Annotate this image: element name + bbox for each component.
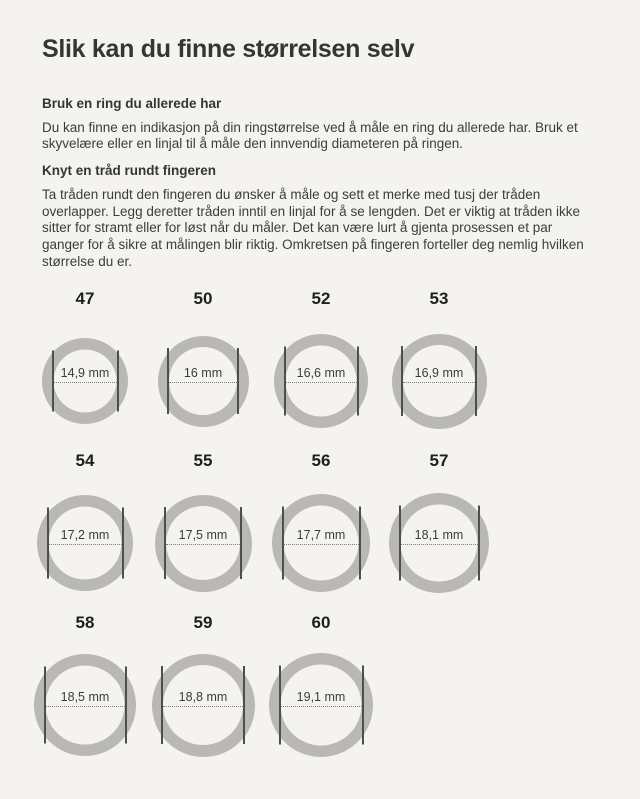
measure-line-left: [52, 351, 54, 412]
section-heading: Bruk en ring du allerede har: [42, 95, 222, 111]
measure-line-left: [161, 666, 163, 744]
ring-size-label: 55: [193, 451, 213, 471]
measure-line-left: [164, 507, 166, 579]
ring-illustration: [34, 654, 136, 756]
measure-line-right: [122, 508, 124, 579]
ring-illustration: [37, 495, 133, 591]
ring-illustration-box: [269, 652, 373, 758]
ring-diameter-label: 18,8 mm: [178, 690, 228, 705]
ring-illustration-box: [272, 490, 370, 596]
ring-size-diagram-grid: [42, 288, 595, 758]
ring-hole: [46, 666, 125, 745]
measure-line-right: [359, 507, 361, 580]
ring-illustration-box: [155, 490, 252, 596]
diameter-dotted-line: [401, 544, 478, 545]
ring-illustration: [389, 493, 489, 593]
page-title: Slik kan du finne størrelsen selv: [42, 35, 415, 63]
ring-diameter-label: 16,6 mm: [296, 366, 346, 381]
ring-diameter-label: 14,9 mm: [60, 366, 110, 381]
measure-line-right: [117, 351, 119, 412]
section-use-existing-ring: [42, 96, 595, 153]
ring-illustration-box: [152, 652, 255, 758]
section-body: Du kan finne en indikasjon på din ringstørrelse ved å måle en ring du allerede har. Bruk et skyvelære eller en linjal til å måle den innvendig diameteren på ringen.: [42, 119, 578, 152]
ring-illustration-box: [37, 490, 133, 596]
ring-cell-size-55: [144, 450, 262, 596]
diameter-dotted-line: [46, 706, 125, 707]
measure-line-left: [399, 506, 401, 581]
diameter-dotted-line: [163, 706, 243, 707]
measure-line-right: [243, 666, 245, 744]
ring-cell-size-59: [144, 612, 262, 758]
ring-diameter-label: 18,5 mm: [60, 690, 110, 705]
section-heading: Knyt en tråd rundt fingeren: [42, 162, 217, 178]
diameter-dotted-line: [403, 382, 475, 383]
measure-line-left: [284, 347, 286, 416]
measure-line-right: [125, 667, 127, 744]
ring-hole: [169, 347, 237, 415]
measure-line-right: [478, 506, 480, 581]
diameter-dotted-line: [284, 544, 359, 545]
ring-illustration: [392, 334, 487, 429]
measure-line-right: [357, 347, 359, 416]
ring-illustration: [272, 494, 370, 592]
ring-illustration: [42, 338, 128, 424]
ring-illustration-box: [42, 328, 128, 434]
ring-hole: [49, 507, 122, 580]
measure-line-right: [362, 666, 364, 745]
measure-line-right: [237, 348, 239, 414]
measure-line-left: [282, 507, 284, 580]
ring-illustration: [274, 334, 368, 428]
ring-hole: [281, 665, 362, 746]
ring-illustration-box: [389, 490, 489, 596]
ring-hole: [401, 505, 478, 582]
ring-diameter-label: 19,1 mm: [296, 690, 346, 705]
ring-illustration-box: [274, 328, 368, 434]
ring-hole: [286, 346, 357, 417]
ring-hole: [54, 350, 117, 413]
ring-cell-size-50: [144, 288, 262, 434]
ring-hole: [284, 506, 359, 581]
ring-hole: [166, 506, 240, 580]
section-body: Ta tråden rundt den fingeren du ønsker å måle og sett et merke med tusj der tråden overlapper. Legg deretter tråden inntil en linjal for å se lengden. Det er viktig at tråden ikke sitter for stramt eller for løst når du måler. Det kan være lurt å gjenta prosessen et par ganger for å sikre at målingen blir riktig. Omkretsen på fingeren forteller deg nemlig hvilken størrelse du er.: [42, 186, 584, 269]
ring-cell-size-58: [26, 612, 144, 758]
measure-line-left: [47, 508, 49, 579]
ring-size-label: 60: [311, 613, 331, 633]
ring-diameter-label: 17,2 mm: [60, 528, 110, 543]
ring-size-label: 59: [193, 613, 213, 633]
ring-hole: [403, 345, 475, 417]
ring-diameter-label: 16,9 mm: [414, 366, 464, 381]
ring-size-label: 57: [429, 451, 449, 471]
section-string-method: [42, 163, 595, 271]
ring-hole: [163, 665, 243, 745]
ring-cell-size-54: [26, 450, 144, 596]
ring-diameter-label: 17,5 mm: [178, 528, 228, 543]
ring-cell-size-57: [380, 450, 498, 596]
ring-illustration-box: [392, 328, 487, 434]
ring-size-label: 58: [75, 613, 95, 633]
diameter-dotted-line: [54, 382, 117, 383]
measure-line-right: [475, 346, 477, 416]
measure-line-left: [279, 666, 281, 745]
ring-cell-size-53: [380, 288, 498, 434]
ring-size-label: 54: [75, 451, 95, 471]
diameter-dotted-line: [286, 382, 357, 383]
ring-illustration-box: [158, 328, 249, 434]
ring-size-label: 50: [193, 289, 213, 309]
ring-cell-size-60: [262, 612, 380, 758]
ring-diameter-label: 17,7 mm: [296, 528, 346, 543]
ring-illustration: [269, 653, 373, 757]
ring-size-label: 53: [429, 289, 449, 309]
diameter-dotted-line: [281, 706, 362, 707]
ring-cell-size-52: [262, 288, 380, 434]
ring-size-label: 56: [311, 451, 331, 471]
ring-size-label: 47: [75, 289, 95, 309]
ring-cell-size-56: [262, 450, 380, 596]
ring-row-1: [26, 288, 595, 434]
ring-illustration: [155, 495, 252, 592]
ring-diameter-label: 18,1 mm: [414, 528, 464, 543]
diameter-dotted-line: [166, 544, 240, 545]
ring-cell-size-47: [26, 288, 144, 434]
measure-line-right: [240, 507, 242, 579]
ring-illustration: [152, 654, 255, 757]
ring-row-2: [26, 450, 595, 596]
ring-illustration-box: [34, 652, 136, 758]
ring-size-label: 52: [311, 289, 331, 309]
ring-diameter-label: 16 mm: [183, 366, 223, 381]
measure-line-left: [167, 348, 169, 414]
ring-illustration: [158, 336, 249, 427]
ring-row-3: [26, 612, 595, 758]
diameter-dotted-line: [169, 382, 237, 383]
measure-line-left: [401, 346, 403, 416]
diameter-dotted-line: [49, 544, 122, 545]
measure-line-left: [44, 667, 46, 744]
